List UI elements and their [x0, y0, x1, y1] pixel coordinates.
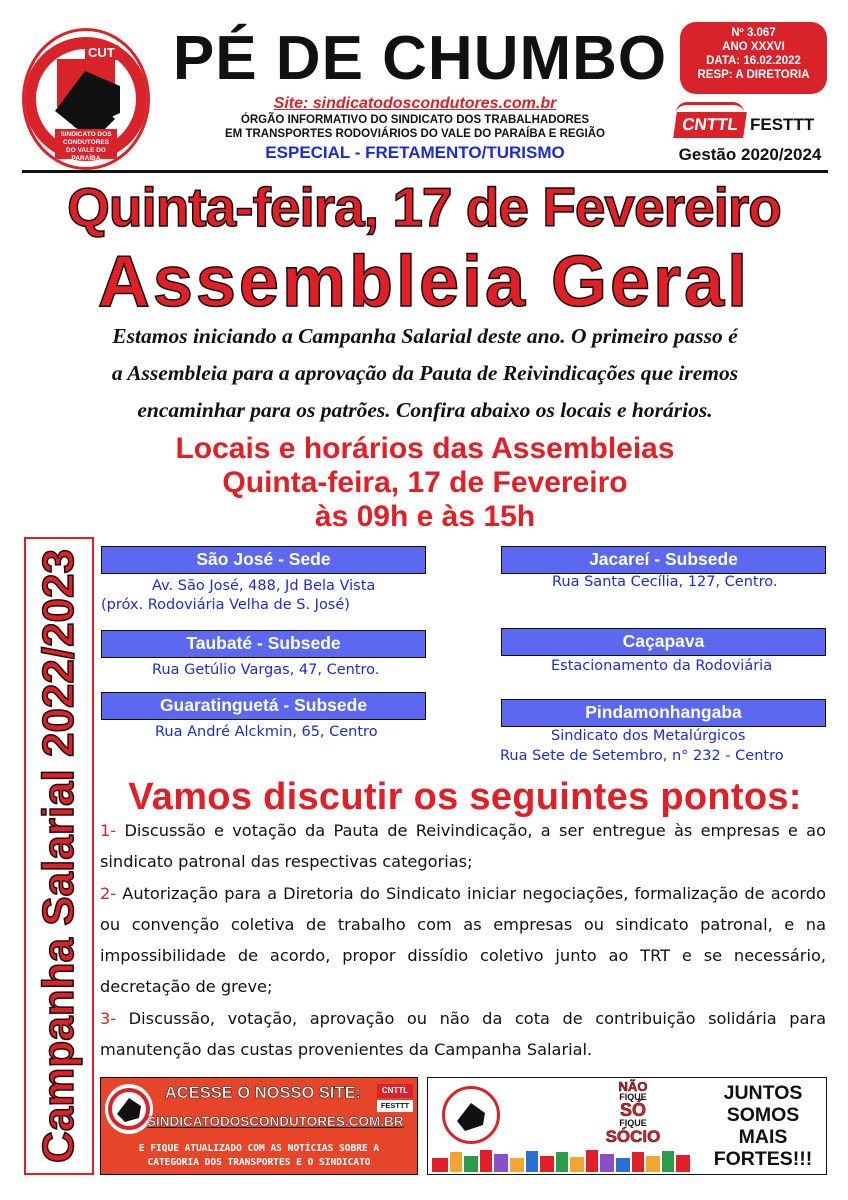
location-header-sao-jose: São José - Sede: [101, 546, 426, 574]
site-promo-box[interactable]: [100, 1077, 418, 1175]
logo-caption-line: DO VALE DO PARAÍBA: [66, 147, 106, 162]
newsletter-title-text: PÉ DE CHUMBO: [172, 24, 668, 93]
small-festtt-logo: FESTTT: [377, 1100, 413, 1112]
intro-line: a Assembleia para a aprovação da Pauta de Reivindicações que iremos: [111, 361, 739, 385]
point-number: 2-: [100, 883, 117, 903]
site-label: Site:: [273, 95, 309, 112]
footer-fique-text: [103, 1142, 415, 1170]
socio-union-logo-graphic: [445, 1089, 497, 1141]
point-item: [100, 1003, 826, 1066]
orgao-line: ÓRGÃO INFORMATIVO DO SINDICATO DOS TRABALHADORES: [240, 114, 590, 126]
point-item: [100, 878, 826, 1003]
union-logo: [22, 28, 150, 170]
logo-caption-line: SINDICATO DOS: [60, 131, 112, 138]
raised-hands-illustration: [432, 1148, 702, 1172]
location-header-cacapava: Caçapava: [501, 628, 826, 656]
location-address: Sindicato dos Metalúrgicos: [551, 728, 746, 744]
orgao-line: EM TRANSPORTES RODOVIÁRIOS DO VALE DO PARAÍBA E REGIÃO: [225, 128, 605, 140]
point-number: 1-: [100, 821, 117, 840]
logo-caption-line: CONDUTORES: [62, 139, 110, 146]
juntos-line: SOMOS: [726, 1104, 800, 1126]
slogan-word: SÓCIO: [605, 1127, 661, 1146]
small-union-logo-graphic: [107, 1086, 151, 1132]
point-text: Discussão, votação, aprovação ou não da cota de contribuição solidária para manutenção das custas provenientes da Campanha Salarial.: [100, 1008, 826, 1060]
juntos-line: JUNTOS: [723, 1082, 803, 1104]
orgao-text: [175, 113, 655, 141]
juntos-line: FORTES!!!: [713, 1148, 813, 1170]
footer-site-link[interactable]: SINDICATODOSCONDUTORES.COM.BR: [147, 1114, 404, 1129]
slogan-word: NÃO: [618, 1079, 648, 1094]
issue-responsible: RESP: A DIRETORIA: [697, 69, 810, 81]
location-address: Rua Sete de Setembro, n° 232 - Centro: [500, 748, 784, 764]
festtt-logo: FESTTT: [750, 115, 815, 134]
intro-line: encaminhar para os patrões. Confira abaixo os locais e horários.: [137, 398, 713, 422]
slogan-word: FIQUE: [619, 1092, 647, 1102]
small-cnttl-logo: CNTTL: [377, 1084, 413, 1098]
issue-date: DATA: 16.02.2022: [706, 55, 801, 67]
location-header-jacarei: Jacareí - Subsede: [501, 546, 826, 574]
locais-date: Quinta-feira, 17 de Fevereiro: [222, 466, 628, 499]
location-address: Rua André Alckmin, 65, Centro: [155, 724, 378, 740]
point-number: 3-: [100, 1008, 117, 1028]
site-line: [175, 95, 655, 113]
location-address: Estacionamento da Rodoviária: [551, 658, 773, 674]
points-title: Vamos discutir os seguintes pontos:: [128, 776, 802, 818]
headline-date: Quinta-feira, 17 de Fevereiro: [67, 176, 781, 238]
issue-number: Nº 3.067: [731, 27, 776, 39]
locais-title: Locais e horários das Assembleias: [175, 432, 675, 465]
locais-time: às 09h e às 15h: [314, 500, 536, 533]
edition-subject: ESPECIAL - FRETAMENTO/TURISMO: [265, 143, 565, 162]
fique-line: CATEGORIA DOS TRANSPORTES E O SINDICATO: [147, 1157, 371, 1168]
intro-line: Estamos iniciando a Campanha Salarial deste ano. O primeiro passo é: [112, 324, 738, 348]
juntos-line: MAIS: [738, 1126, 788, 1148]
locais-heading: [25, 432, 825, 534]
points-list: [100, 815, 826, 1065]
socio-promo-box: [427, 1077, 827, 1175]
intro-paragraph: [25, 318, 825, 429]
location-address: Rua Getúlio Vargas, 47, Centro.: [152, 662, 380, 678]
fique-line: E FIQUE ATUALIZADO COM AS NOTÍCIAS SOBRE A: [138, 1143, 380, 1154]
location-address: Av. São José, 488, Jd Bela Vista: [152, 578, 376, 594]
slogan-block: [568, 1080, 698, 1145]
point-item: [100, 815, 826, 878]
site-link[interactable]: sindicatodoscondutores.com.br: [312, 95, 557, 112]
slogan-word: SÓ: [619, 1100, 646, 1120]
slogan-word: FIQUE: [619, 1118, 647, 1128]
location-header-guaratingueta: Guaratinguetá - Subsede: [101, 692, 426, 720]
logo-caption: [53, 131, 119, 163]
cnttl-logo: CNTTL: [673, 112, 747, 138]
socio-union-logo: [442, 1086, 500, 1144]
location-header-taubate: Taubaté - Subsede: [101, 630, 426, 658]
small-union-logo: [105, 1084, 153, 1134]
gestao-label: Gestão 2020/2024: [678, 145, 822, 164]
cut-label: CUT: [85, 45, 118, 60]
point-text: Discussão e votação da Pauta de Reivindicação, a ser entregue às empresas e ao sindicato patronal das respectivas categorias;: [100, 821, 826, 872]
acesse-label: ACESSE O NOSSO SITE:: [164, 1084, 362, 1102]
issue-badge: [680, 22, 827, 94]
headline-event: Assembleia Geral: [97, 242, 751, 322]
location-address: Rua Santa Cecília, 127, Centro.: [552, 574, 778, 590]
location-address: (próx. Rodoviária Velha de S. José): [101, 597, 350, 613]
point-text: Autorização para a Diretoria do Sindicato iniciar negociações, formalização de acordo ou convenção coletiva de trabalho com as empresas ou sindicato patronal, e na impossibilidade de acordo, propor dissídio coletivo junto ao TRT e se necessário, decretação de greve;: [100, 883, 826, 997]
location-header-pindamonhangaba: Pindamonhangaba: [501, 699, 826, 727]
hands-graphic: [432, 1148, 702, 1172]
issue-year: ANO XXXVI: [722, 41, 785, 53]
juntos-block: [704, 1082, 822, 1170]
side-banner-text: Campanha Salarial 2022/2023: [34, 549, 83, 1163]
